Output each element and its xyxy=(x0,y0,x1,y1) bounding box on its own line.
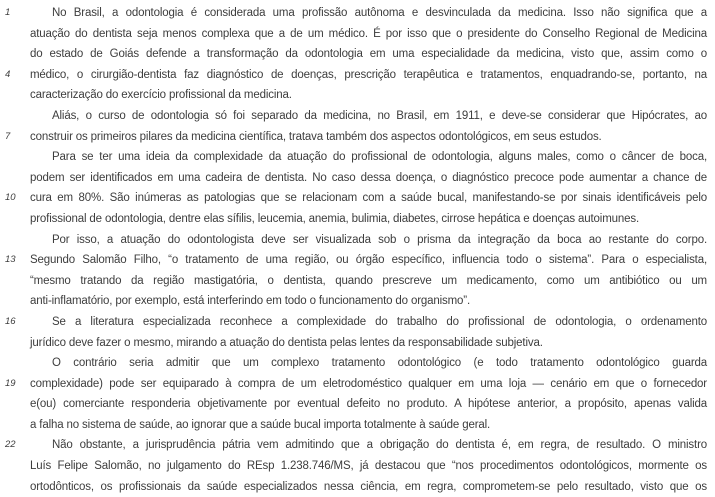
line-number: 4 xyxy=(5,68,11,80)
line-text: “mesmo tratando da região mastigatória, o dentista, quando prescreve um medicamento, como um antibiótico ou um xyxy=(30,274,707,287)
line-text: atuação do dentista seja menos complexa que a de um médico. É por isso que o presidente do Conselho Regional de Medicina xyxy=(30,27,707,40)
text-line xyxy=(0,415,715,436)
reading-passage xyxy=(0,3,715,497)
line-number: 1 xyxy=(5,7,11,18)
text-line xyxy=(0,168,715,189)
text-line xyxy=(0,333,715,354)
text-line xyxy=(0,188,715,209)
text-line xyxy=(0,209,715,230)
line-text: jurídico deve fazer o mesmo, mirando a atuação do dentista pelas lentes da responsabilidade subjetiva. xyxy=(30,336,543,349)
line-text: O contrário seria admitir que um complexo tratamento odontológico (e todo tratamento odontológico guarda xyxy=(52,357,707,370)
line-text: ortodônticos, os profissionais da saúde especializados nessa ciência, em regra, comprometem-se pelo resultado, visto que os xyxy=(30,480,707,493)
line-number: 7 xyxy=(5,130,11,142)
line-text: Não obstante, a jurisprudência pátria vem admitindo que a obrigação do dentista é, em regra, de resultado. O ministro xyxy=(52,439,707,452)
text-line xyxy=(0,147,715,168)
line-text: Para se ter uma ideia da complexidade da atuação do profissional de odontologia, alguns males, como o câncer de boca, xyxy=(52,151,707,164)
line-text: profissional de odontologia, dentre elas sífilis, leucemia, anemia, bulimia, diabetes, cirrose hepática e doenças autoimunes. xyxy=(30,212,640,225)
line-text: Aliás, o curso de odontologia só foi separado da medicina, no Brasil, em 1911, e deve-se considerar que Hipócrates, ao xyxy=(52,109,707,122)
line-text: construir os primeiros pilares da medicina científica, tratava também dos aspectos odontológicos, em seus estudos. xyxy=(30,130,602,143)
text-line xyxy=(0,65,715,86)
text-line xyxy=(0,353,715,374)
text-line xyxy=(0,250,715,271)
line-text: No Brasil, a odontologia é considerada uma profissão autônoma e desvinculada da medicina. Isso não significa que a xyxy=(52,7,707,19)
line-text: cura em 80%. São inúmeras as patologias que se relacionam com a saúde bucal, manifestando-se por sinais identificáveis pelo xyxy=(30,192,707,205)
text-line xyxy=(0,271,715,292)
line-number: 19 xyxy=(5,377,16,389)
text-line xyxy=(0,230,715,251)
line-text: complexidade) pode ser equiparado à compra de um eletrodoméstico qualquer em uma loja — cenário em que o fornecedor xyxy=(30,377,707,390)
line-number: 13 xyxy=(5,254,16,266)
text-line xyxy=(0,85,715,106)
text-line xyxy=(0,435,715,456)
text-line xyxy=(0,374,715,395)
text-line xyxy=(0,24,715,45)
text-line xyxy=(0,456,715,477)
text-line xyxy=(0,127,715,148)
text-line xyxy=(0,394,715,415)
text-line xyxy=(0,3,715,24)
line-text: anti-inflamatório, por exemplo, está interferindo em todo o funcionamento do organismo”. xyxy=(30,295,471,308)
line-text: e(ou) comerciante responderia objetivamente por eventual defeito no produto. A hipótese anterior, a propósito, apenas valida xyxy=(30,398,707,411)
line-number: 16 xyxy=(5,315,16,327)
text-line xyxy=(0,312,715,333)
line-text: a falha no sistema de saúde, ao ignorar que a saúde bucal importa totalmente à saúde geral. xyxy=(30,418,491,431)
line-number: 22 xyxy=(5,439,16,451)
line-text: podem ser identificados em uma cadeira de dentista. No caso dessa doença, o diagnóstico precoce pode aumentar a chance de xyxy=(30,171,707,184)
line-text: Luís Felipe Salomão, no julgamento do REsp 1.238.746/MS, já destacou que “nos procedimentos odontológicos, mormente os xyxy=(30,460,707,473)
text-line xyxy=(0,106,715,127)
text-line xyxy=(0,44,715,65)
line-text: médico, o cirurgião-dentista faz diagnóstico de doenças, prescrição terapêutica e tratamentos, enquadrando-se, portanto, na xyxy=(30,68,707,81)
line-text: Se a literatura especializada reconhece a complexidade do trabalho do profissional de odontologia, o ordenamento xyxy=(52,315,707,328)
line-text: Por isso, a atuação do odontologista deve ser visualizada sob o prisma da integração da boca ao restante do corpo. xyxy=(52,233,707,246)
line-number: 10 xyxy=(5,192,16,204)
line-text: caracterização do exercício profissional da medicina. xyxy=(30,89,292,102)
line-text: Segundo Salomão Filho, “o tratamento de uma região, ou órgão específico, influencia todo o sistema”. Para o especialista, xyxy=(30,254,707,267)
line-text: do estado de Goiás defende a transformação da odontologia em uma especialidade da medicina, visto que, assim como o xyxy=(30,48,707,61)
text-line xyxy=(0,477,715,497)
text-line xyxy=(0,291,715,312)
